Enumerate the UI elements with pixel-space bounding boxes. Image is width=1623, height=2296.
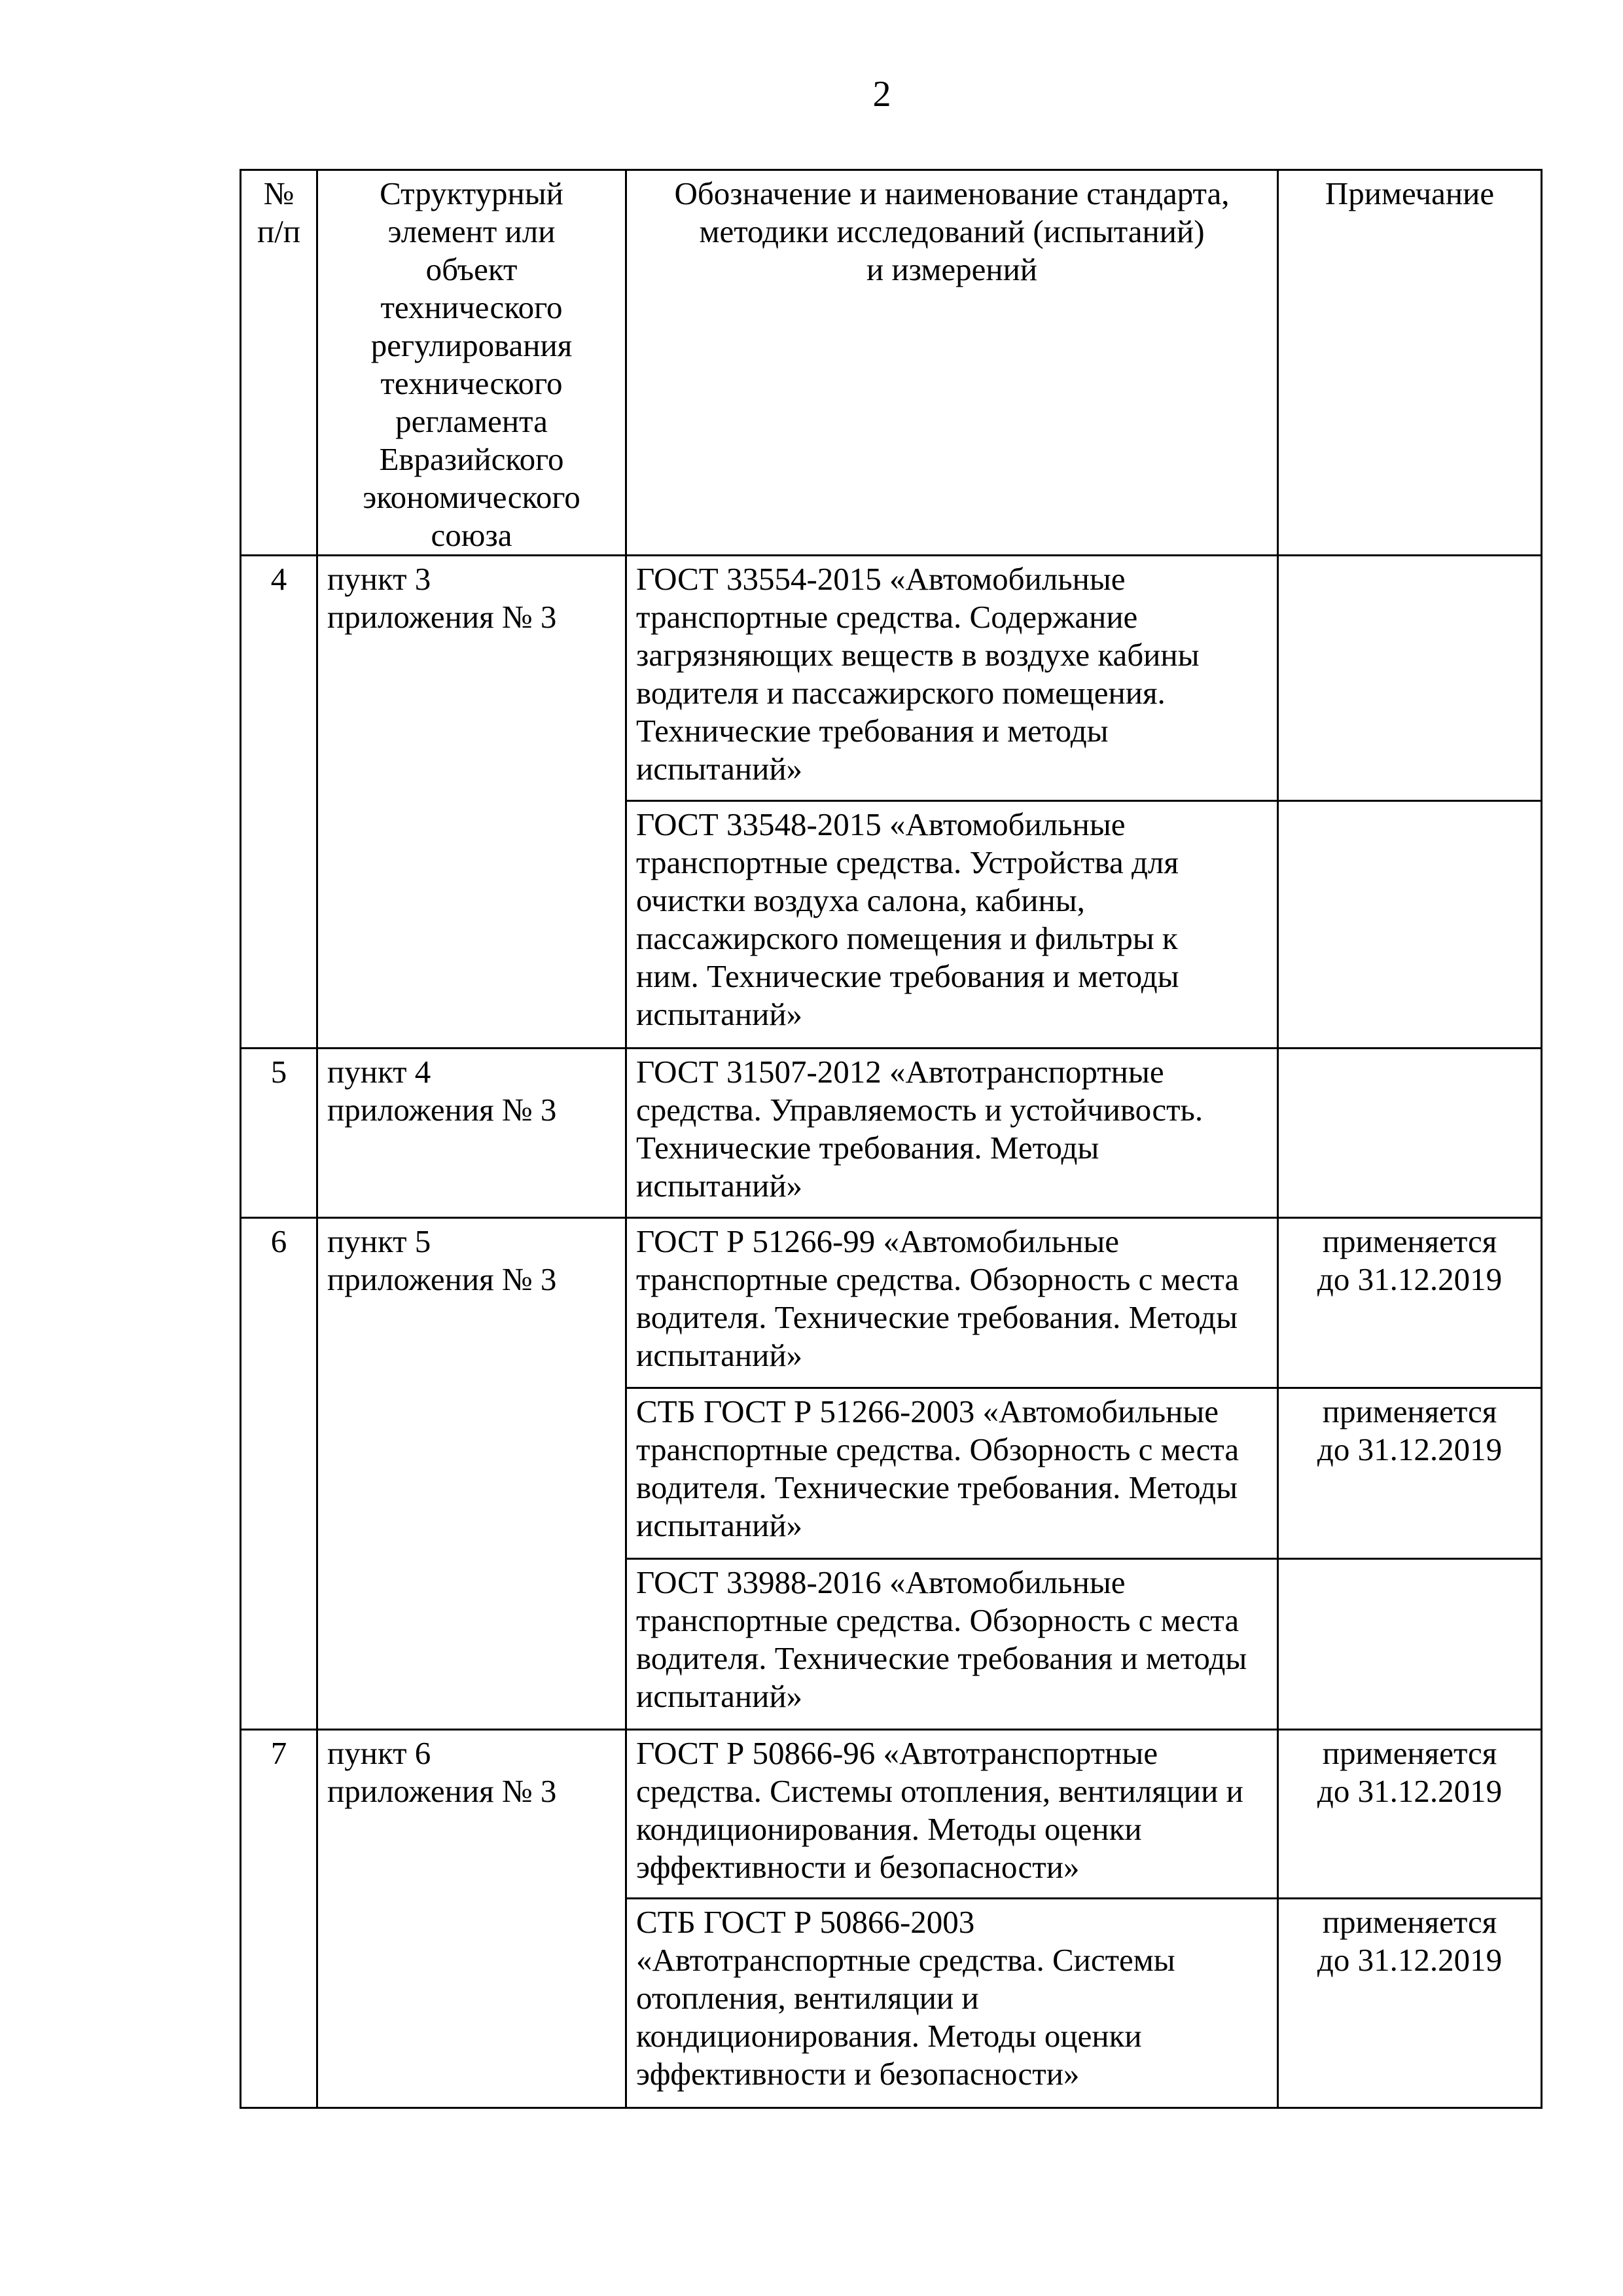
table-header-row bbox=[241, 170, 1542, 556]
note-cell bbox=[1278, 1049, 1542, 1218]
standard-cell: ГОСТ Р 50866-96 «Автотранспортные средства. Системы отопления, вентиляции и кондиционирования. Методы оценки эффективности и безопасности» bbox=[626, 1730, 1278, 1899]
note-cell: применяется до 31.12.2019 bbox=[1278, 1388, 1542, 1559]
table-row bbox=[241, 1730, 1542, 1899]
standard-cell: ГОСТ 33548-2015 «Автомобильные транспортные средства. Устройства для очистки воздуха салона, кабины, пассажирского помещения и фильтры к ним. Технические требования и методы испытаний» bbox=[626, 801, 1278, 1049]
row-element: пункт 4 приложения № 3 bbox=[317, 1049, 626, 1218]
standard-cell: ГОСТ 31507-2012 «Автотранспортные средства. Управляемость и устойчивость. Технические требования. Методы испытаний» bbox=[626, 1049, 1278, 1218]
standard-cell: ГОСТ 33988-2016 «Автомобильные транспортные средства. Обзорность с места водителя. Технические требования и методы испытаний» bbox=[626, 1559, 1278, 1730]
note-cell bbox=[1278, 556, 1542, 801]
table-row bbox=[241, 1218, 1542, 1388]
header-num: № п/п bbox=[241, 170, 317, 556]
row-element: пункт 5 приложения № 3 bbox=[317, 1218, 626, 1730]
row-num: 4 bbox=[241, 556, 317, 1049]
row-num: 6 bbox=[241, 1218, 317, 1730]
note-cell: применяется до 31.12.2019 bbox=[1278, 1899, 1542, 2108]
row-element: пункт 6 приложения № 3 bbox=[317, 1730, 626, 2108]
row-element: пункт 3 приложения № 3 bbox=[317, 556, 626, 1049]
page-number: 2 bbox=[872, 74, 891, 115]
note-cell: применяется до 31.12.2019 bbox=[1278, 1218, 1542, 1388]
header-standard: Обозначение и наименование стандарта, методики исследований (испытаний) и измерений bbox=[626, 170, 1278, 556]
note-cell bbox=[1278, 1559, 1542, 1730]
standard-cell: СТБ ГОСТ Р 50866-2003 «Автотранспортные средства. Системы отопления, вентиляции и кондиционирования. Методы оценки эффективности и безопасности» bbox=[626, 1899, 1278, 2108]
standard-cell: СТБ ГОСТ Р 51266-2003 «Автомобильные транспортные средства. Обзорность с места водителя. Технические требования. Методы испытаний» bbox=[626, 1388, 1278, 1559]
header-note: Примечание bbox=[1278, 170, 1542, 556]
row-num: 5 bbox=[241, 1049, 317, 1218]
standards-table bbox=[240, 169, 1543, 2109]
row-num: 7 bbox=[241, 1730, 317, 2108]
note-cell: применяется до 31.12.2019 bbox=[1278, 1730, 1542, 1899]
note-cell bbox=[1278, 801, 1542, 1049]
header-element: Структурный элемент или объект технического регулирования технического регламента Евразийского экономического союза bbox=[317, 170, 626, 556]
standard-cell: ГОСТ Р 51266-99 «Автомобильные транспортные средства. Обзорность с места водителя. Технические требования. Методы испытаний» bbox=[626, 1218, 1278, 1388]
standard-cell: ГОСТ 33554-2015 «Автомобильные транспортные средства. Содержание загрязняющих веществ в воздухе кабины водителя и пассажирского помещения. Технические требования и методы испытаний» bbox=[626, 556, 1278, 801]
table-row bbox=[241, 1049, 1542, 1218]
table-row bbox=[241, 556, 1542, 801]
